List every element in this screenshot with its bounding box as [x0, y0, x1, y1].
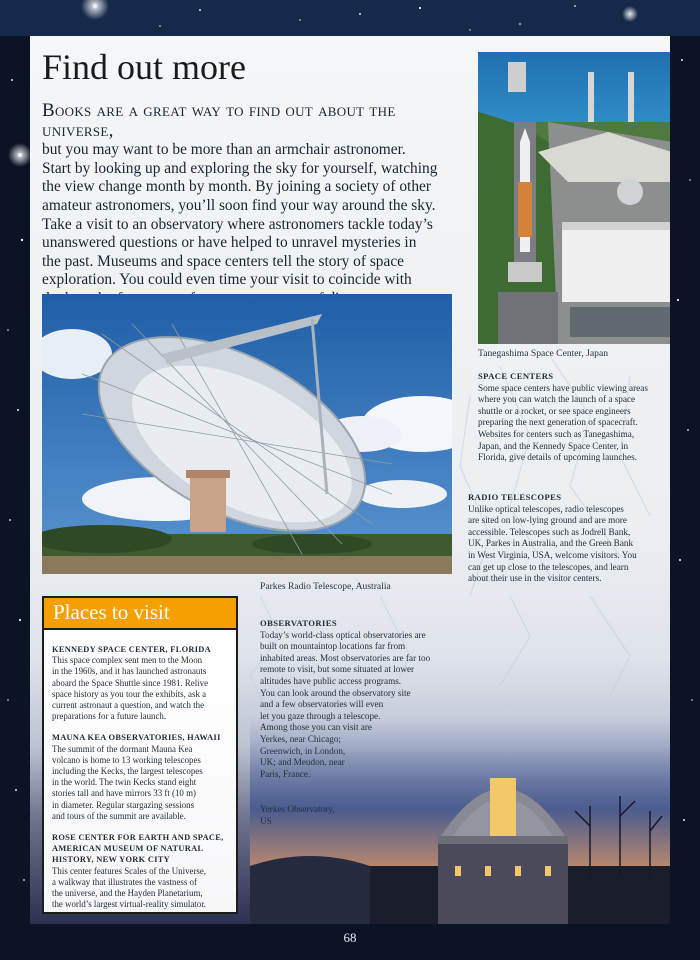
- intro-paragraph: [42, 102, 460, 309]
- observatories-line: let you gaze through a telescope.: [260, 710, 381, 721]
- radio-telescopes-line: Unlike optical telescopes, radio telescopes: [468, 503, 624, 514]
- observatories-line: and a few observatories will even: [260, 699, 384, 710]
- radio-telescopes-line: accessible. Telescopes such as Jodrell Bank,: [468, 526, 631, 537]
- intro-lead: Books are a great way to find out about the universe,: [42, 100, 396, 141]
- place-heading: ROSE CENTER FOR EARTH AND SPACE,: [52, 833, 224, 843]
- place-heading: AMERICAN MUSEUM OF NATURAL: [52, 844, 204, 854]
- radio-telescopes-line: about their use in the visitor centers.: [468, 573, 602, 584]
- observatories-heading: OBSERVATORIES: [260, 618, 338, 628]
- place-line: preparations for a future launch.: [52, 711, 167, 722]
- observatories-line: UK; and Meudon, near: [260, 757, 345, 768]
- space-centers-line: preparing the next generation of spacecraft.: [478, 417, 638, 428]
- intro-line: unanswered questions or have helped to unravel mysteries in: [42, 234, 417, 252]
- space-centers-line: Florida, give details of upcoming launches.: [478, 452, 637, 463]
- place-line: the universe, and the Hayden Planetarium,: [52, 888, 203, 899]
- observatories-line: Paris, France.: [260, 768, 311, 779]
- place-line: in the 1960s, and it has launched astronauts: [52, 666, 207, 677]
- place-line: including the Kecks, the largest telescopes: [52, 766, 203, 777]
- place-line: in the world. The twin Kecks stand eight: [52, 777, 197, 788]
- space-centers-line: Some space centers have public viewing areas: [478, 382, 648, 393]
- radio-telescopes-line: in West Virginia, USA, welcome visitors. You: [468, 549, 637, 560]
- page-title: Find out more: [42, 47, 246, 87]
- observatories-line: Today’s world-class optical observatories are: [260, 629, 426, 640]
- observatories-line: Among those you can visit are: [260, 722, 373, 733]
- radio-telescope-photo: [42, 294, 452, 574]
- observatories-line: altitudes have public access programs.: [260, 675, 402, 686]
- place-line: This center features Scales of the Universe,: [52, 865, 207, 876]
- place-line: aboard the Space Shuttle since 1981. Relive: [52, 677, 209, 688]
- observatories-line: remote to visit, but some situated at lower: [260, 664, 415, 675]
- radio-telescopes-line: can get up close to the telescopes, and learn: [468, 561, 629, 572]
- place-heading: HISTORY, NEW YORK CITY: [52, 855, 170, 865]
- observatories-line: Greenwich, in London,: [260, 745, 346, 756]
- caption-yerkes: [260, 804, 335, 827]
- place-heading: MAUNA KEA OBSERVATORIES, HAWAII: [52, 733, 221, 743]
- space-centers-block: [478, 371, 668, 464]
- space-centers-line: Japan, and the Kennedy Space Center, in: [478, 440, 629, 451]
- intro-line: amateur astronomers, you’ll soon find your way around the sky.: [42, 196, 436, 214]
- caption-tanegashima: Tanegashima Space Center, Japan: [478, 348, 609, 359]
- place-heading: KENNEDY SPACE CENTER, FLORIDA: [52, 645, 211, 654]
- content-panel: [30, 36, 670, 924]
- place-line: stories tall and have mirrors 33 ft (10 m): [52, 788, 196, 799]
- radio-telescopes-line: UK, Parkes in Australia, and the Green Bank: [468, 538, 634, 549]
- place-line: volcano is home to 13 working telescopes: [52, 754, 201, 765]
- place-line: current astronaut a question, and watch the: [52, 700, 205, 711]
- page-number: 68: [343, 930, 357, 945]
- space-centers-line: Websites for centers such as Tanegashima,: [478, 428, 635, 439]
- space-centers-heading: SPACE CENTERS: [478, 371, 554, 381]
- radio-telescopes-heading: RADIO TELESCOPES: [468, 492, 562, 502]
- intro-line: Start by looking up and exploring the sky for yourself, watching: [42, 159, 438, 177]
- radio-telescopes-line: are sited on low-lying ground and are more: [468, 515, 627, 526]
- intro-line: the past. Museums and space centers tell the story of space: [42, 252, 404, 270]
- place-line: space history as you tour the exhibits, ask a: [52, 688, 207, 699]
- observatories-line: You can look around the observatory site: [260, 687, 411, 698]
- intro-line: exploration. You could even time your visit to coincide with: [42, 271, 412, 289]
- intro-line: the view change month by month. By joining a society of other: [42, 178, 431, 196]
- observatories-line: built on mountaintop locations far from: [260, 641, 406, 652]
- space-centers-line: shuttle or a rocket, or see space engineers: [478, 405, 631, 416]
- places-list: [52, 644, 230, 910]
- radio-telescopes-block: [468, 492, 668, 585]
- place-line: a walkway that illustrates the vastness of: [52, 876, 197, 887]
- place-line: in diameter. Regular stargazing sessions: [52, 799, 195, 810]
- observatories-line: Yerkes, near Chicago;: [260, 733, 341, 744]
- caption-yerkes-line: US: [260, 815, 272, 826]
- places-to-visit-header: [44, 598, 236, 630]
- place-line: This space complex sent men to the Moon: [52, 655, 203, 666]
- observatories-block: [260, 618, 460, 780]
- place-line: The summit of the dormant Mauna Kea: [52, 743, 193, 754]
- launch-site-photo: [478, 52, 670, 344]
- intro-line: but you may want to be more than an armchair astronomer.: [42, 141, 406, 159]
- places-to-visit-title: Places to visit: [53, 600, 170, 624]
- places-to-visit-box: [42, 596, 238, 914]
- intro-line: Take a visit to an observatory where astronomers tackle today’s: [42, 215, 433, 233]
- place-line: and tours of the summit are available.: [52, 810, 186, 821]
- observatories-line: inhabited areas. Most observatories are far too: [260, 652, 431, 663]
- space-centers-line: where you can watch the launch of a space: [478, 394, 636, 405]
- caption-parkes: Parkes Radio Telescope, Australia: [260, 581, 391, 592]
- caption-yerkes-line: Yerkes Observatory,: [260, 804, 335, 814]
- place-line: the world’s largest virtual-reality simulator.: [52, 899, 206, 910]
